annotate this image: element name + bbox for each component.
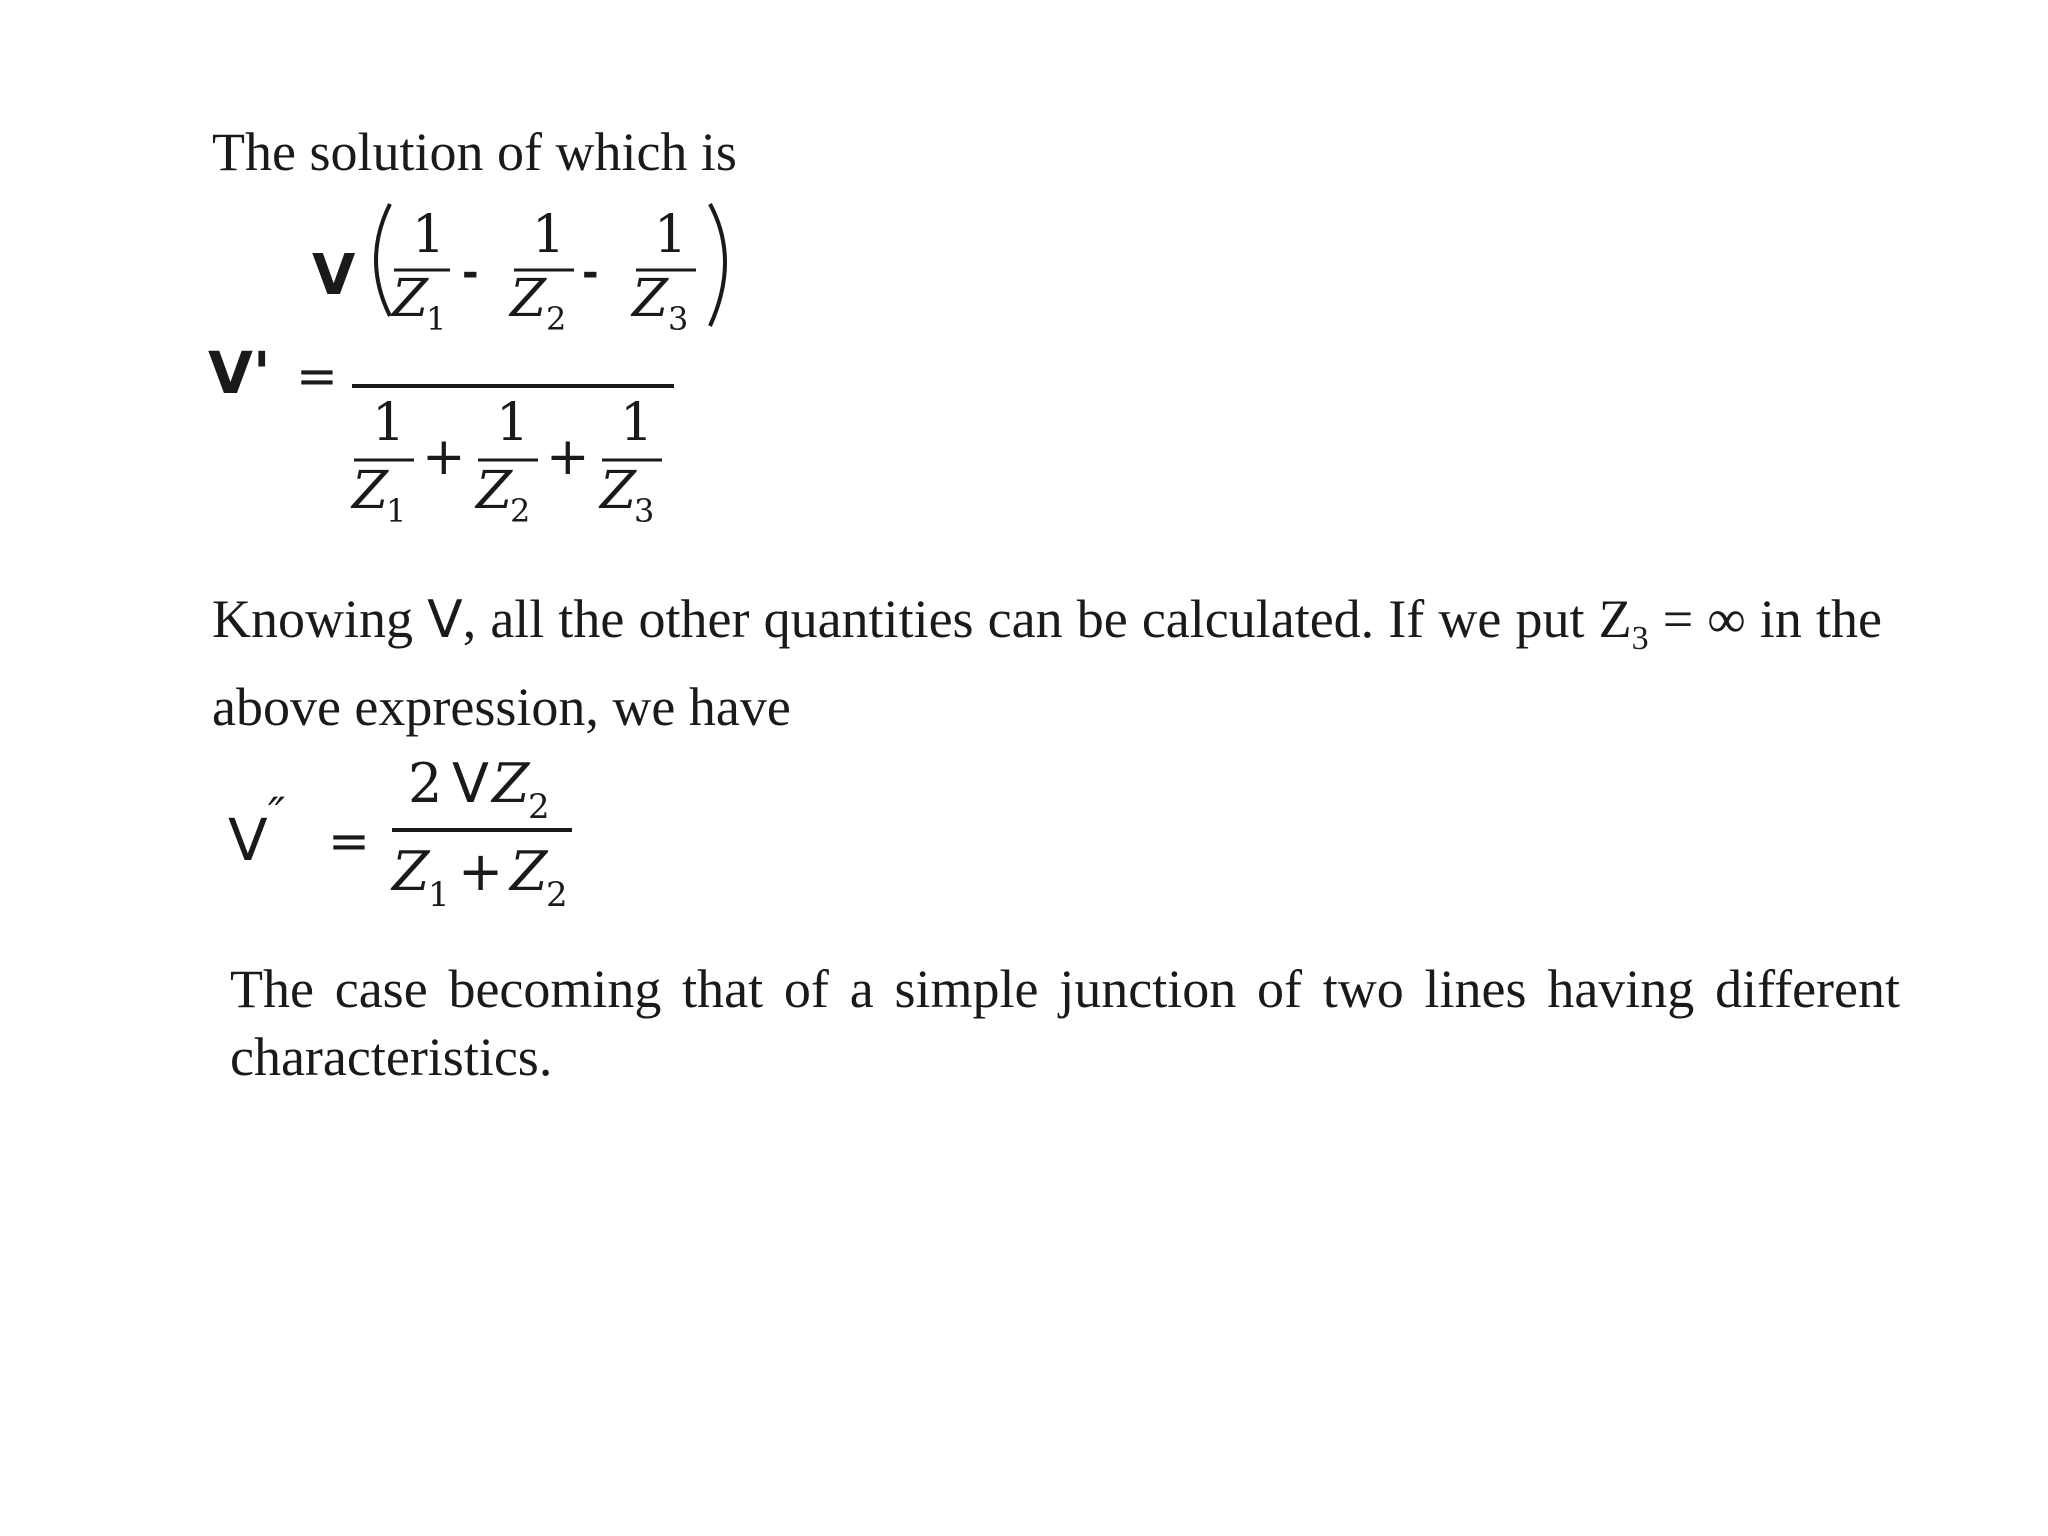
eq2-den-operator: + (458, 840, 504, 903)
eq2-den-sub1: 1 (428, 875, 450, 915)
eq2-num-var: V (452, 752, 489, 815)
eq1-equals: = (296, 347, 338, 405)
eq2-num-subscript: 2 (528, 787, 550, 827)
equation-v-double-prime (220, 740, 600, 920)
eq2-den-symbol2: Z (510, 840, 548, 903)
eq1-num-frac3-numerator: 1 (654, 205, 688, 265)
paragraph-knowing-v-part3: = ∞ in the above expression, we have (212, 589, 1882, 737)
eq2-num-coef: 2 (408, 752, 443, 815)
eq2-den-symbol1: Z (392, 840, 430, 903)
paragraph-knowing-v (212, 585, 1882, 741)
eq1-den-frac1-subscript: 1 (386, 492, 407, 530)
eq1-num-operator-2: - (582, 250, 599, 296)
eq1-num-frac2-subscript: 2 (546, 300, 567, 338)
eq2-lhs-prime: ″ (268, 787, 286, 841)
paragraph-solution-intro (212, 118, 1112, 186)
eq1-den-frac2-subscript: 2 (510, 492, 531, 530)
eq1-den-frac2-symbol: Z (476, 461, 513, 521)
eq1-num-frac3-symbol: Z (632, 269, 669, 329)
eq1-den-frac1-symbol: Z (352, 461, 389, 521)
eq1-num-frac2-symbol: Z (510, 269, 547, 329)
eq1-num-frac1-numerator: 1 (412, 205, 446, 265)
paragraph-knowing-v-sub: 3 (1631, 619, 1649, 657)
paragraph-knowing-v-part1: Knowing (212, 589, 428, 649)
paragraph-conclusion (230, 955, 1900, 1091)
paragraph-knowing-v-part2: , all the other quantities can be calculated. If we put Z (462, 589, 1632, 649)
paragraph-knowing-v-var: V (427, 590, 463, 650)
eq1-num-frac2-numerator: 1 (532, 205, 566, 265)
eq2-num-symbol: Z (492, 752, 530, 815)
eq1-den-frac3-numerator: 1 (620, 393, 654, 453)
eq2-den-sub2: 2 (546, 875, 568, 915)
eq1-right-paren (710, 204, 725, 326)
eq1-num-frac1-subscript: 1 (426, 300, 447, 338)
eq1-num-operator-1: - (462, 250, 479, 296)
eq1-den-frac3-symbol: Z (600, 461, 637, 521)
eq1-left-paren (376, 204, 390, 316)
eq1-den-frac3-subscript: 3 (634, 492, 655, 530)
eq2-equals: = (328, 812, 370, 870)
paragraph-conclusion-text: The case becoming that of a simple junction of two lines having different characteristics. (230, 959, 1900, 1087)
paragraph-solution-intro-text: The solution of which is (212, 122, 737, 182)
eq2-lhs: V (228, 806, 268, 874)
eq1-den-operator-2: + (546, 427, 590, 487)
eq1-num-frac3-subscript: 3 (668, 300, 689, 338)
eq1-num-frac1-symbol: Z (392, 269, 429, 329)
eq1-den-operator-1: + (422, 427, 466, 487)
eq1-lhs: V' (208, 339, 271, 407)
eq1-den-frac2-numerator: 1 (496, 393, 530, 453)
eq1-num-prefix: V (312, 243, 356, 308)
eq1-den-frac1-numerator: 1 (372, 393, 406, 453)
equation-v-prime (200, 190, 760, 550)
